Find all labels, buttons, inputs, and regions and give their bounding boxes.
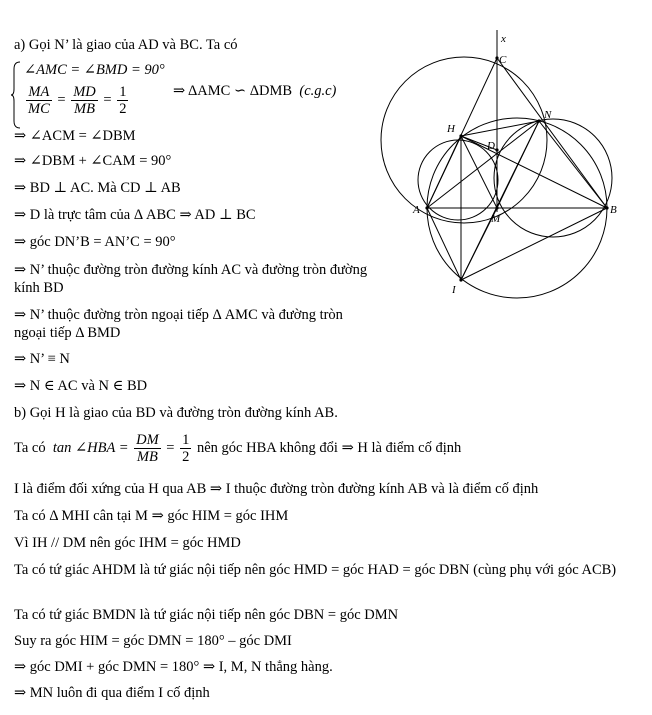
segment-ni	[461, 121, 539, 280]
point-b	[605, 206, 608, 209]
part-a-line-7: ⇒ góc DN’B = AN’C = 90°	[14, 234, 176, 250]
label-n: N	[544, 109, 552, 121]
label-b: B	[610, 204, 617, 216]
label-a: A	[413, 204, 420, 216]
label-x: x	[501, 33, 506, 45]
segment-ai	[427, 208, 461, 280]
part-a-line-10: ⇒ N’ ≡ N	[14, 351, 70, 367]
label-c: C	[499, 54, 507, 66]
part-b-line-10: ⇒ MN luôn đi qua điểm I cố định	[14, 685, 210, 701]
part-b-line-5: Vì IH // DM nên góc IHM = góc HMD	[14, 535, 241, 551]
segment-an	[427, 121, 539, 208]
part-b-line-8: Suy ra góc HIM = góc DMN = 180° – góc DMI	[14, 633, 292, 649]
segment-hn	[461, 121, 539, 136]
part-b-line-3: I là điểm đối xứng của H qua AB ⇒ I thuộc đường tròn đường kính AB và là điểm cố định	[14, 481, 539, 497]
label-d: D	[487, 140, 495, 152]
label-i: I	[452, 284, 456, 296]
fraction-dm-mb: $\frac{DM}{MB}$	[136, 432, 159, 465]
part-b-tan-line: Ta có tan ∠HBA = $\frac{DM}{MB}$ = $\frac{1}{2}$ nên góc HBA không đổi ⇒ H là điểm cố định	[14, 432, 462, 465]
point-n	[537, 119, 540, 122]
label-h: H	[447, 123, 455, 135]
part-b-line-4: Ta có Δ MHI cân tại M ⇒ góc HIM = góc IHM	[14, 508, 289, 524]
point-m	[495, 206, 498, 209]
segment-bi	[461, 208, 607, 280]
part-a-line-11: ⇒ N ∈ AC và N ∈ BD	[14, 378, 148, 394]
system-line-1: ∠AMC = ∠BMD = 90°	[24, 62, 165, 78]
similarity-result: ⇒ ΔAMC ∽ ΔDMB (c.g.c)	[173, 83, 337, 99]
system-line-2: $\frac{MA}{MC}$ = $\frac{MD}{MB}$ = $\frac{1}{2}$	[28, 84, 127, 117]
part-a-intro: a) Gọi N’ là giao của AD và BC. Ta có	[14, 37, 238, 53]
part-a-line-9: ⇒ N’ thuộc đường tròn ngoại tiếp Δ AMC và đường tròn ngoại tiếp Δ BMD	[14, 307, 343, 341]
label-m: M	[491, 213, 501, 225]
point-a	[425, 206, 428, 209]
fraction-md-mb: $\frac{MD}{MB}$	[73, 84, 96, 117]
point-i	[459, 278, 462, 281]
part-a-line-4: ⇒ ∠DBM + ∠CAM = 90°	[14, 153, 172, 169]
segment-bh	[461, 136, 607, 208]
part-b-line-7: Ta có tứ giác BMDN là tứ giác nội tiếp nên góc DBN = góc DMN	[14, 607, 399, 623]
fraction-ma-mc: $\frac{MA}{MC}$	[28, 84, 50, 117]
part-b-line-9: ⇒ góc DMI + góc DMN = 180° ⇒ I, M, N thẳng hàng.	[14, 659, 333, 675]
part-a-line-6: ⇒ D là trực tâm của Δ ABC ⇒ AD ⊥ BC	[14, 207, 256, 223]
part-a-line-8: ⇒ N’ thuộc đường tròn đường kính AC và đường tròn đường kính BD	[14, 262, 368, 296]
segment-bn	[539, 121, 607, 208]
point-d	[495, 148, 498, 151]
point-h	[459, 134, 462, 137]
fraction-one-half: $\frac{1}{2}$	[119, 84, 127, 117]
part-a-line-3: ⇒ ∠ACM = ∠DBM	[14, 128, 136, 144]
segment-ah	[427, 136, 461, 208]
part-a-line-5: ⇒ BD ⊥ AC. Mà CD ⊥ AB	[14, 180, 181, 196]
part-b-intro: b) Gọi H là giao của BD và đường tròn đường kính AB.	[14, 405, 338, 421]
fraction-one-half-b: $\frac{1}{2}$	[182, 432, 190, 465]
part-b-line-6: Ta có tứ giác AHDM là tứ giác nội tiếp nên góc HMD = góc HAD = góc DBN (cùng phụ với góc ACB)	[14, 562, 617, 578]
